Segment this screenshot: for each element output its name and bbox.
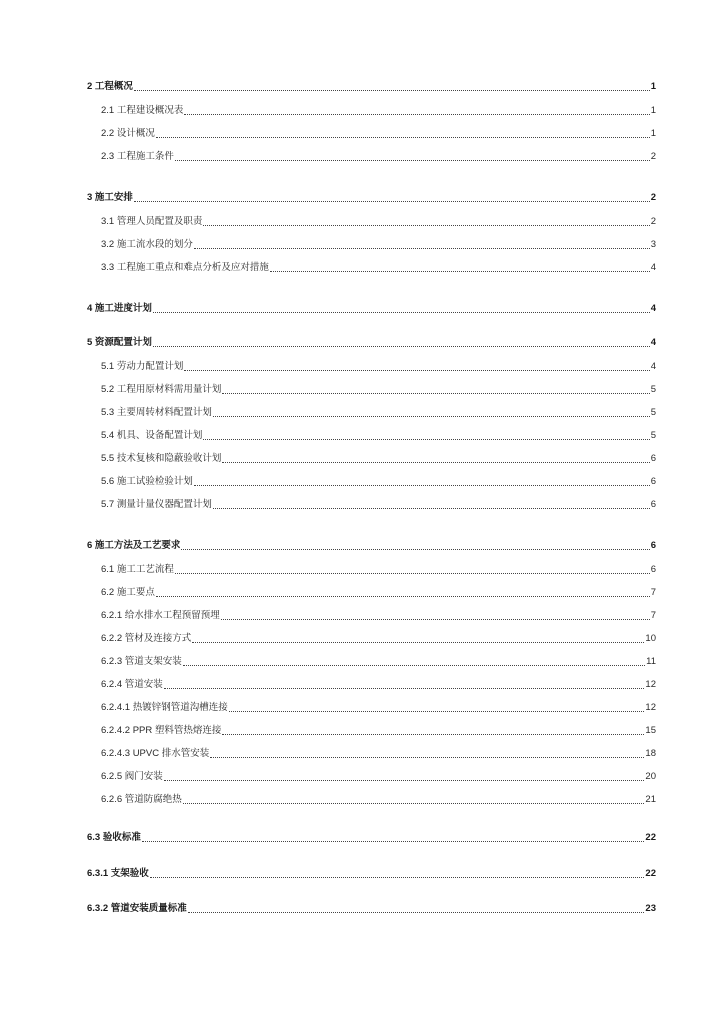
toc-dot-leader bbox=[153, 345, 650, 347]
toc-dot-leader bbox=[150, 876, 645, 878]
toc-entry-title: 6.2.5 阀门安装 bbox=[101, 771, 163, 782]
toc-dot-leader bbox=[194, 247, 650, 249]
toc-entry-page: 2 bbox=[650, 151, 656, 162]
toc-entry-section-5-1[interactable] bbox=[101, 362, 656, 372]
toc-entry-section-5-2[interactable] bbox=[101, 385, 656, 395]
toc-entry-page: 5 bbox=[650, 407, 656, 418]
toc-entry-page: 21 bbox=[645, 794, 656, 805]
toc-entry-title: 5.5 技术复核和隐蔽验收计划 bbox=[101, 453, 222, 464]
toc-entry-title: 3.1 管理人员配置及职责 bbox=[101, 216, 203, 227]
toc-entry-section-6-2-4-3[interactable] bbox=[101, 749, 656, 759]
toc-entry-page: 18 bbox=[645, 748, 656, 759]
toc-entry-page: 1 bbox=[650, 105, 656, 116]
toc-entry-title: 3.3 工程施工重点和难点分析及应对措施 bbox=[101, 262, 269, 273]
toc-dot-leader bbox=[181, 548, 649, 550]
toc-entry-section-6-2-1[interactable] bbox=[101, 611, 656, 621]
toc-dot-leader bbox=[222, 392, 649, 394]
toc-entry-page: 7 bbox=[650, 587, 656, 598]
toc-dot-leader bbox=[188, 911, 645, 913]
toc-dot-leader bbox=[184, 369, 649, 371]
toc-dot-leader bbox=[183, 664, 645, 666]
toc-entry-section-6-2-5[interactable] bbox=[101, 772, 656, 782]
toc-entry-page: 3 bbox=[650, 239, 656, 250]
toc-entry-section-6-2-2[interactable] bbox=[101, 634, 656, 644]
toc-entry-title: 6.2.3 管道支架安装 bbox=[101, 656, 182, 667]
toc-entry-section-2[interactable] bbox=[87, 82, 656, 92]
toc-entry-page: 12 bbox=[645, 679, 656, 690]
toc-dot-leader bbox=[175, 159, 650, 161]
toc-entry-section-4[interactable] bbox=[87, 304, 656, 314]
toc-entry-title: 6 施工方法及工艺要求 bbox=[87, 540, 181, 551]
toc-entry-section-6-2-3[interactable] bbox=[101, 657, 656, 667]
toc-dot-leader bbox=[270, 270, 650, 272]
toc-entry-page: 4 bbox=[650, 361, 656, 372]
toc-entry-title: 6.2.4.3 UPVC 排水管安装 bbox=[101, 748, 210, 759]
toc-entry-page: 23 bbox=[645, 903, 656, 914]
toc-entry-page: 7 bbox=[650, 610, 656, 621]
toc-entry-section-6-3-1[interactable] bbox=[87, 869, 656, 879]
toc-entry-title: 6.2.2 管材及连接方式 bbox=[101, 633, 192, 644]
toc-entry-title: 5.4 机具、设备配置计划 bbox=[101, 430, 203, 441]
toc-dot-leader bbox=[184, 113, 649, 115]
toc-entry-title: 2.2 设计概况 bbox=[101, 128, 155, 139]
toc-entry-page: 4 bbox=[650, 262, 656, 273]
toc-dot-leader bbox=[203, 438, 649, 440]
toc-dot-leader bbox=[192, 641, 644, 643]
toc-entry-title: 4 施工进度计划 bbox=[87, 303, 152, 314]
toc-entry-section-5-7[interactable] bbox=[101, 500, 656, 510]
toc-dot-leader bbox=[222, 733, 644, 735]
toc-entry-section-6-3[interactable] bbox=[87, 833, 656, 843]
toc-entry-section-2-1[interactable] bbox=[101, 106, 656, 116]
toc-entry-section-6-2[interactable] bbox=[101, 588, 656, 598]
toc-entry-page: 22 bbox=[645, 868, 656, 879]
toc-entry-section-6-1[interactable] bbox=[101, 565, 656, 575]
toc-entry-page: 10 bbox=[645, 633, 656, 644]
toc-entry-section-3-1[interactable] bbox=[101, 217, 656, 227]
toc-dot-leader bbox=[194, 484, 650, 486]
toc-dot-leader bbox=[153, 311, 650, 313]
toc-entry-title: 6.2 施工要点 bbox=[101, 587, 155, 598]
toc-dot-leader bbox=[142, 840, 645, 842]
toc-dot-leader bbox=[229, 710, 645, 712]
toc-entry-section-6-2-4[interactable] bbox=[101, 680, 656, 690]
toc-entry-page: 2 bbox=[650, 192, 656, 203]
toc-entry-page: 6 bbox=[650, 564, 656, 575]
toc-entry-section-5-6[interactable] bbox=[101, 477, 656, 487]
toc-entry-title: 2 工程概况 bbox=[87, 81, 133, 92]
toc-entry-title: 3.2 施工流水段的划分 bbox=[101, 239, 193, 250]
toc-dot-leader bbox=[164, 779, 645, 781]
toc-entry-title: 6.2.4.1 热镀锌钢管道沟槽连接 bbox=[101, 702, 228, 713]
toc-entry-page: 6 bbox=[650, 476, 656, 487]
toc-entry-section-3-2[interactable] bbox=[101, 240, 656, 250]
toc-entry-page: 1 bbox=[650, 81, 656, 92]
toc-entry-title: 6.2.1 给水排水工程预留预埋 bbox=[101, 610, 220, 621]
toc-entry-title: 2.1 工程建设概况表 bbox=[101, 105, 184, 116]
toc-entry-page: 5 bbox=[650, 430, 656, 441]
toc-entry-title: 2.3 工程施工条件 bbox=[101, 151, 174, 162]
toc-dot-leader bbox=[203, 224, 649, 226]
toc-entry-title: 5.3 主要周转材料配置计划 bbox=[101, 407, 212, 418]
toc-dot-leader bbox=[134, 89, 650, 91]
toc-entry-title: 5 资源配置计划 bbox=[87, 337, 152, 348]
toc-entry-section-6-3-2[interactable] bbox=[87, 904, 656, 914]
toc-entry-title: 5.6 施工试验检验计划 bbox=[101, 476, 193, 487]
toc-dot-leader bbox=[221, 618, 650, 620]
toc-entry-page: 12 bbox=[645, 702, 656, 713]
toc-entry-section-2-3[interactable] bbox=[101, 152, 656, 162]
toc-entry-title: 6.2.6 管道防腐绝热 bbox=[101, 794, 182, 805]
toc-entry-page: 6 bbox=[650, 499, 656, 510]
toc-entry-title: 5.2 工程用原材料需用量计划 bbox=[101, 384, 222, 395]
toc-dot-leader bbox=[213, 507, 650, 509]
toc-entry-section-6-2-4-2[interactable] bbox=[101, 726, 656, 736]
toc-entry-title: 6.2.4.2 PPR 塑料管热熔连接 bbox=[101, 725, 222, 736]
toc-entry-title: 6.3 验收标准 bbox=[87, 832, 141, 843]
toc-entry-page: 6 bbox=[650, 540, 656, 551]
toc-entry-page: 20 bbox=[645, 771, 656, 782]
toc-dot-leader bbox=[222, 461, 649, 463]
toc-entry-title: 6.3.2 管道安装质量标准 bbox=[87, 903, 187, 914]
toc-entry-title: 5.1 劳动力配置计划 bbox=[101, 361, 184, 372]
toc-entry-page: 4 bbox=[650, 337, 656, 348]
toc-entry-page: 6 bbox=[650, 453, 656, 464]
toc-dot-leader bbox=[164, 687, 645, 689]
toc-dot-leader bbox=[156, 595, 650, 597]
toc-entry-title: 6.3.1 支架验收 bbox=[87, 868, 149, 879]
toc-entry-section-6[interactable] bbox=[87, 541, 656, 551]
toc-entry-title: 5.7 测量计量仪器配置计划 bbox=[101, 499, 212, 510]
toc-dot-leader bbox=[213, 415, 650, 417]
toc-dot-leader bbox=[183, 802, 645, 804]
toc-entry-title: 6.2.4 管道安装 bbox=[101, 679, 163, 690]
toc-entry-page: 5 bbox=[650, 384, 656, 395]
toc-dot-leader bbox=[210, 756, 644, 758]
toc-entry-section-5[interactable] bbox=[87, 338, 656, 348]
toc-entry-section-5-5[interactable] bbox=[101, 454, 656, 464]
toc-dot-leader bbox=[134, 200, 650, 202]
toc-entry-section-5-4[interactable] bbox=[101, 431, 656, 441]
toc-entry-section-6-2-6[interactable] bbox=[101, 795, 656, 805]
toc-entry-page: 15 bbox=[645, 725, 656, 736]
toc-entry-page: 4 bbox=[650, 303, 656, 314]
toc-entry-page: 1 bbox=[650, 128, 656, 139]
toc-entry-page: 2 bbox=[650, 216, 656, 227]
toc-entry-section-6-2-4-1[interactable] bbox=[101, 703, 656, 713]
toc-entry-section-5-3[interactable] bbox=[101, 408, 656, 418]
toc-entry-title: 3 施工安排 bbox=[87, 192, 133, 203]
toc-entry-section-2-2[interactable] bbox=[101, 129, 656, 139]
toc-entry-title: 6.1 施工工艺流程 bbox=[101, 564, 174, 575]
toc-dot-leader bbox=[175, 572, 650, 574]
toc-entry-section-3-3[interactable] bbox=[101, 263, 656, 273]
toc-entry-page: 11 bbox=[646, 656, 656, 667]
toc-entry-page: 22 bbox=[645, 832, 656, 843]
toc-dot-leader bbox=[156, 136, 650, 138]
toc-entry-section-3[interactable] bbox=[87, 193, 656, 203]
